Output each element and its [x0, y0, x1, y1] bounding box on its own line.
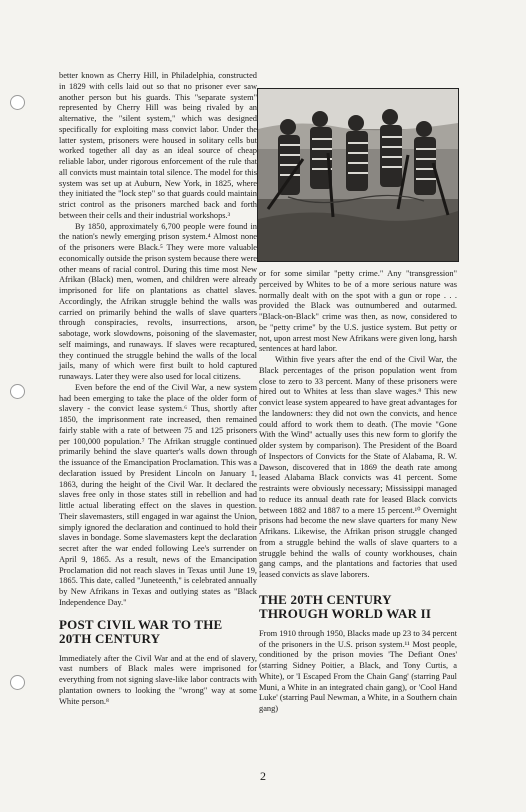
left-paragraph-1: better known as Cherry Hill, in Philadelphia, constructed in 1829 with cells laid out so that no prisoner ever saw another person but his guards. This "separate system" represented by Cherry Hill was being rivaled by an alternative, the "silent system," which was designed specifically for exploiting mass convict labor. Under the latter system, prisoners were housed in solitary cells but worked together all day as an ideal source of cheap reliable labor, under rigorous enforcement of the rule that all convicts must maintain total silence. The model for this system was set up at Auburn, New York, in 1825, where they initiated the "lock step" so that guards could maintain strict control as the prisoners marched back and forth between their cells and their industrial workshops.³	[59, 71, 257, 220]
binder-hole-middle	[10, 384, 25, 399]
right-paragraph-3: From 1910 through 1950, Blacks made up 23 to 34 percent of the prisoners in the U.S. prison system.¹¹ Most people, conditioned by the prison movies 'The Defiant Ones' (starring Sidney Poitier, a Black, and Tony Curtis, a White), or 'I Escaped From the Chain Gang' (starring Paul Muni, a White in an integrated chain gang), or 'Cool Hand Luke' (starring Paul Newman, a White, in a Southern chain gang)	[259, 628, 457, 713]
binder-hole-bottom	[10, 675, 25, 690]
binder-hole-top	[10, 95, 25, 110]
section-heading-20th-century: THE 20TH CENTURY THROUGH WORLD WAR II	[259, 591, 432, 621]
right-paragraph-2: Within five years after the end of the Civil War, the Black percentages of the prison population went from close to zero to 33 percent. Many of these prisoners were hired out to Whites at less than slave wages.⁹ This new convict lease system appeared to have great advantages for the landowners: they did not own the convicts, and hence could afford to work them to death. (The movie "Gone With the Wind" actually uses this new form to glorify the older system by comparison). The President of the Board of Inspectors of Convicts for the State of Alabama, R. W. Dawson, discovered that in 1869 the death rate among leased Alabama Black convicts was 41 percent. Some restraints were obviously necessary; Mississippi managed to reduce its annual death rate for leased Black convicts between 1882 and 1887 to a mere 15 percent.¹⁰ Overnight prisons had become the new slave quarters for many New Afrikans. Likewise, the Afrikan prison struggle changed from a struggle behind the walls of slave quarters to a struggle behind the walls of county workhouses, chain gang camps, and the plantations and factories that used leased convicts as slave laborers.	[259, 355, 457, 579]
section-heading-post-civil-war: POST CIVIL WAR TO THE 20TH CENTURY	[59, 616, 223, 646]
left-paragraph-3: Even before the end of the Civil War, a new system had been emerging to take the place of the older form of slavery - the convict lease system.⁶ Thus, shortly after 1850, the imprisonment rate increased, then remained fairly stable with a rate of between 75 and 125 prisoners per 100,000 population.⁷ The Afrikan struggle continued primarily behind the slave quarter's walls down through the issuance of the Emancipation Proclamation. This was a declaration issued by President Lincoln on January 1, 1863, during the height of the Civil War. It declared the slaves free only in those states still in rebellion and had little actual liberating effect on the slaves in question. Their slavemasters, still engaged in war against the Union, simply ignored the declaration and continued to hold their slaves in bondage. Some slavemasters kept the declaration secret after the war ended following Lee's surrender on April 9, 1865. As a result, news of the Emancipation Proclamation did not reach slaves in Texas until June 19, 1865. This date, called "Juneteenth," is celebrated annually by New Afrikans in Texas and outlying states as "Black Independence Day."	[59, 382, 257, 607]
page-number: 2	[260, 769, 266, 783]
right-paragraph-1: or for some similar "petty crime." Any "transgression" perceived by Whites to be of a more serious nature was normally dealt with on the spot with a gun or rope . . . provided the Black was outnumbered and outarmed. "Black-on-Black" crime was then, as now, considered to be "petty crime" by the U.S. justice system. But petty or not, upon arrest most New Afrikans were given long, harsh sentences at hard labor.	[259, 269, 457, 354]
right-column	[259, 0, 457, 715]
left-paragraph-2: By 1850, approximately 6,700 people were found in the nation's newly emerging prison system.⁴ Almost none of the prisoners were Black.⁵ They were more valuable economically outside the prison system because there were other means of racial control. During this time most New Afrikan (Black) men, women, and children were already imprisoned for life on plantations as chattel slaves. Accordingly, the Afrikan struggle behind the walls was carried on primarily behind the walls of slave quarters through conspiracies, revolts, insurrections, arson, sabotage, work slowdowns, poisoning of the slavemaster, self maimings, and runaways. If slaves were recaptured, they continued the struggle behind the walls of the local jails, many of which were first built to hold captured runaways. Later they were also used for local citizens.	[59, 221, 257, 381]
left-column	[59, 0, 257, 707]
left-paragraph-4: Immediately after the Civil War and at the end of slavery, vast numbers of Black males were imprisoned for everything from not signing slave-like labor contracts with plantation owners to looking the "wrong" way at some White person.⁸	[59, 653, 257, 706]
